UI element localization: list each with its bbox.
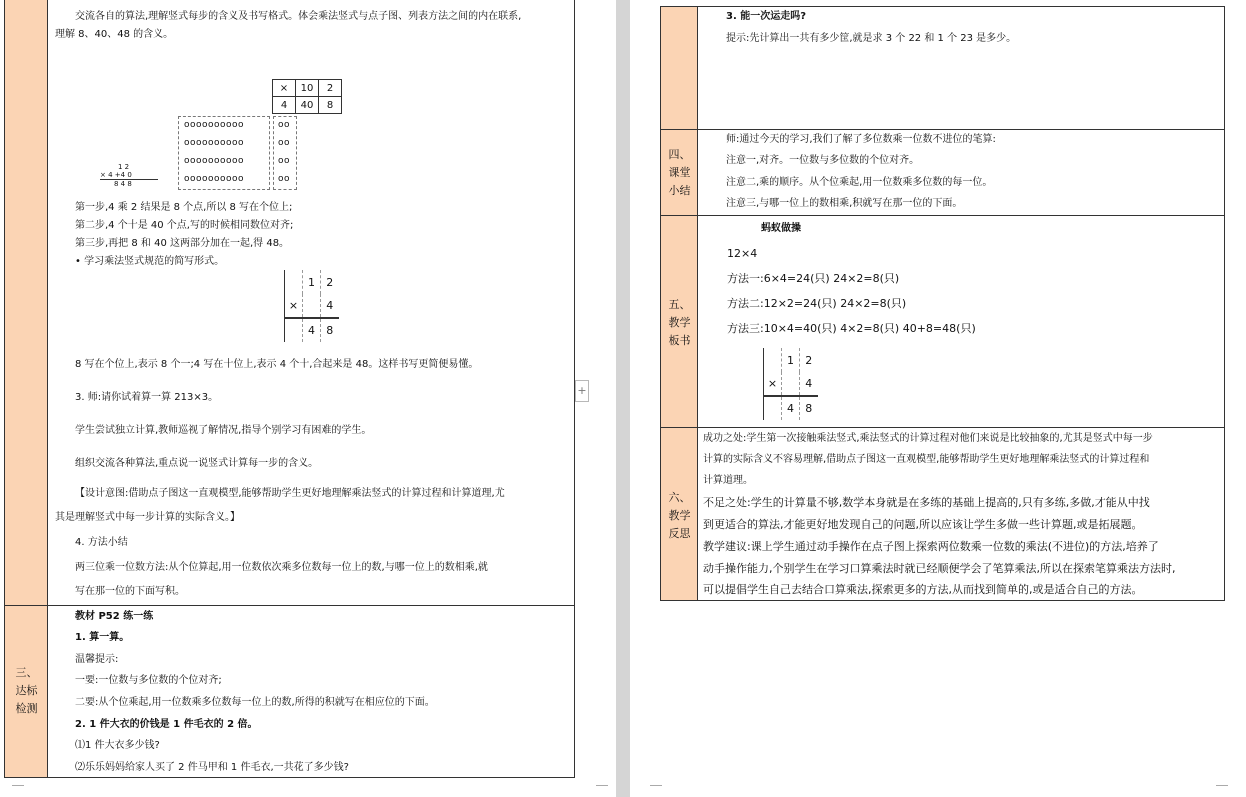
section-3-label: 三、 达标 检测 bbox=[15, 666, 38, 715]
section-5-label: 五、 教学 板书 bbox=[668, 298, 691, 347]
s3-rule-1: 一要:一位数与多位数的个位对齐; bbox=[75, 675, 222, 686]
section-4-label: 四、 课堂 小结 bbox=[668, 148, 691, 197]
s5-method-1: 方法一:6×4=24(只) 24×2=8(只) bbox=[727, 272, 900, 285]
item-4: 4. 方法小结 bbox=[75, 537, 128, 548]
q3-hint: 提示:先计算出一共有多少筐,就是求 3 个 22 和 1 个 23 是多少。 bbox=[726, 33, 1017, 44]
q3-title: 3. 能一次运走吗? bbox=[726, 11, 807, 22]
dot-array-tens: oooooooooo oooooooooo oooooooooo oooooooooo bbox=[178, 116, 270, 190]
s5-title: 蚂蚁做操 bbox=[761, 223, 801, 234]
s6-line-4: 不足之处:学生的计算量不够,数学本身就是在多练的基础上提高的,只有多练,多做,才能从中找 bbox=[703, 496, 1150, 509]
s6-line-5: 到更适合的算法,才能更好地发现自己的问题,所以应该让学生多做一些计算题,或是拓展题。 bbox=[703, 518, 1143, 531]
left-label-column bbox=[5, 0, 48, 778]
s3-q1: 1. 算一算。 bbox=[75, 632, 130, 643]
design-intent-1: 【设计意图:借助点子图这一直观模型,能够帮助学生更好地理解乘法竖式的计算过程和计算道理,尤 bbox=[75, 488, 505, 499]
item-3: 3. 师:请你试着算一算 213×3。 bbox=[75, 392, 219, 403]
s5-expression: 12×4 bbox=[727, 247, 758, 260]
s5-method-2: 方法二:12×2=24(只) 24×2=8(只) bbox=[727, 297, 907, 310]
summary-2: 写在那一位的下面写积。 bbox=[75, 586, 185, 597]
section-6-label: 六、 教学 反思 bbox=[668, 491, 691, 540]
bullet-note: • 学习乘法竖式规范的简写形式。 bbox=[75, 256, 225, 267]
intro-line-1: 交流各自的算法,理解竖式每步的含义及书写格式。体会乘法竖式与点子图、列表方法之间的内在联系, bbox=[75, 11, 522, 22]
step-1: 第一步,4 乘 2 结果是 8 个点,所以 8 写在个位上; bbox=[75, 202, 293, 213]
dot-array-ones: oo oo oo oo bbox=[273, 116, 297, 190]
s6-line-8: 可以提倡学生自己去结合口算乘法,探索更多的方法,从而找到简单的,或是适合自己的方法。 bbox=[703, 583, 1143, 596]
vertical-calc-1: 1 2 × 4 4 8 bbox=[284, 270, 339, 342]
step-3: 第三步,再把 8 和 40 这两部分加在一起,得 48。 bbox=[75, 238, 290, 249]
summary-1: 两三位乘一位数方法:从个位算起,用一位数依次乘多位数每一位上的数,与哪一位上的数相乘,就 bbox=[75, 562, 488, 573]
s3-title: 教材 P52 练一练 bbox=[75, 611, 154, 622]
s3-q2b: ⑵乐乐妈妈给家人买了 2 件马甲和 1 件毛衣,一共花了多少钱? bbox=[75, 762, 349, 773]
s3-rule-2: 二要:从个位乘起,用一位数乘多位数每一位上的数,所得的积就写在相应位的下面。 bbox=[75, 697, 435, 708]
s4-line-3: 注意二,乘的顺序。从个位乘起,用一位数乘多位数的每一位。 bbox=[726, 177, 993, 188]
s3-q2a: ⑴1 件大衣多少钱? bbox=[75, 740, 160, 751]
explanation: 8 写在个位上,表示 8 个一;4 写在十位上,表示 4 个十,合起来是 48。这样书写更简便易懂。 bbox=[75, 359, 479, 370]
mini-vertical-calc: 1 2 × 4 +4 0 8 4 8 bbox=[100, 163, 158, 188]
s3-q2: 2. 1 件大衣的价钱是 1 件毛衣的 2 倍。 bbox=[75, 719, 258, 730]
student-try: 学生尝试独立计算,教师巡视了解情况,指导个别学习有困难的学生。 bbox=[75, 425, 372, 436]
vertical-calc-2: 1 2 × 4 4 8 bbox=[763, 348, 818, 420]
step-2: 第二步,4 个十是 40 个点,写的时候相同数位对齐; bbox=[75, 220, 294, 231]
s6-line-3: 计算道理。 bbox=[703, 475, 753, 486]
organize: 组织交流各种算法,重点说一说竖式计算每一步的含义。 bbox=[75, 458, 319, 469]
design-intent-2: 其是理解竖式中每一步计算的实际含义。】 bbox=[55, 512, 240, 523]
intro-line-2: 理解 8、40、48 的含义。 bbox=[55, 29, 174, 40]
s5-method-3: 方法三:10×4=40(只) 4×2=8(只) 40+8=48(只) bbox=[727, 322, 976, 335]
page-gap bbox=[616, 0, 630, 797]
multiplication-table: × 10 2 4 40 8 bbox=[272, 79, 342, 114]
expand-button[interactable]: + bbox=[575, 380, 589, 402]
s4-line-4: 注意三,与哪一位上的数相乘,积就写在那一位的下面。 bbox=[726, 198, 963, 209]
right-page bbox=[630, 0, 1246, 797]
s4-line-1: 师:通过今天的学习,我们了解了多位数乘一位数不进位的笔算: bbox=[726, 134, 996, 145]
s6-line-2: 计算的实际含义不容易理解,借助点子图这一直观模型,能够帮助学生更好地理解乘法竖式的计算过程和 bbox=[703, 454, 1150, 465]
s6-line-6: 教学建议:课上学生通过动手操作在点子图上探索两位数乘一位数的乘法(不进位)的方法,培养了 bbox=[703, 540, 1159, 553]
left-page bbox=[0, 0, 616, 797]
s4-line-2: 注意一,对齐。一位数与多位数的个位对齐。 bbox=[726, 155, 920, 166]
s3-tip: 温馨提示: bbox=[75, 654, 119, 665]
s6-line-7: 动手操作能力,个别学生在学习口算乘法时就已经顺便学会了笔算乘法,所以在探索笔算乘法方法时, bbox=[703, 562, 1176, 575]
s6-line-1: 成功之处:学生第一次接触乘法竖式,乘法竖式的计算过程对他们来说是比较抽象的,尤其是竖式中每一步 bbox=[703, 433, 1153, 444]
